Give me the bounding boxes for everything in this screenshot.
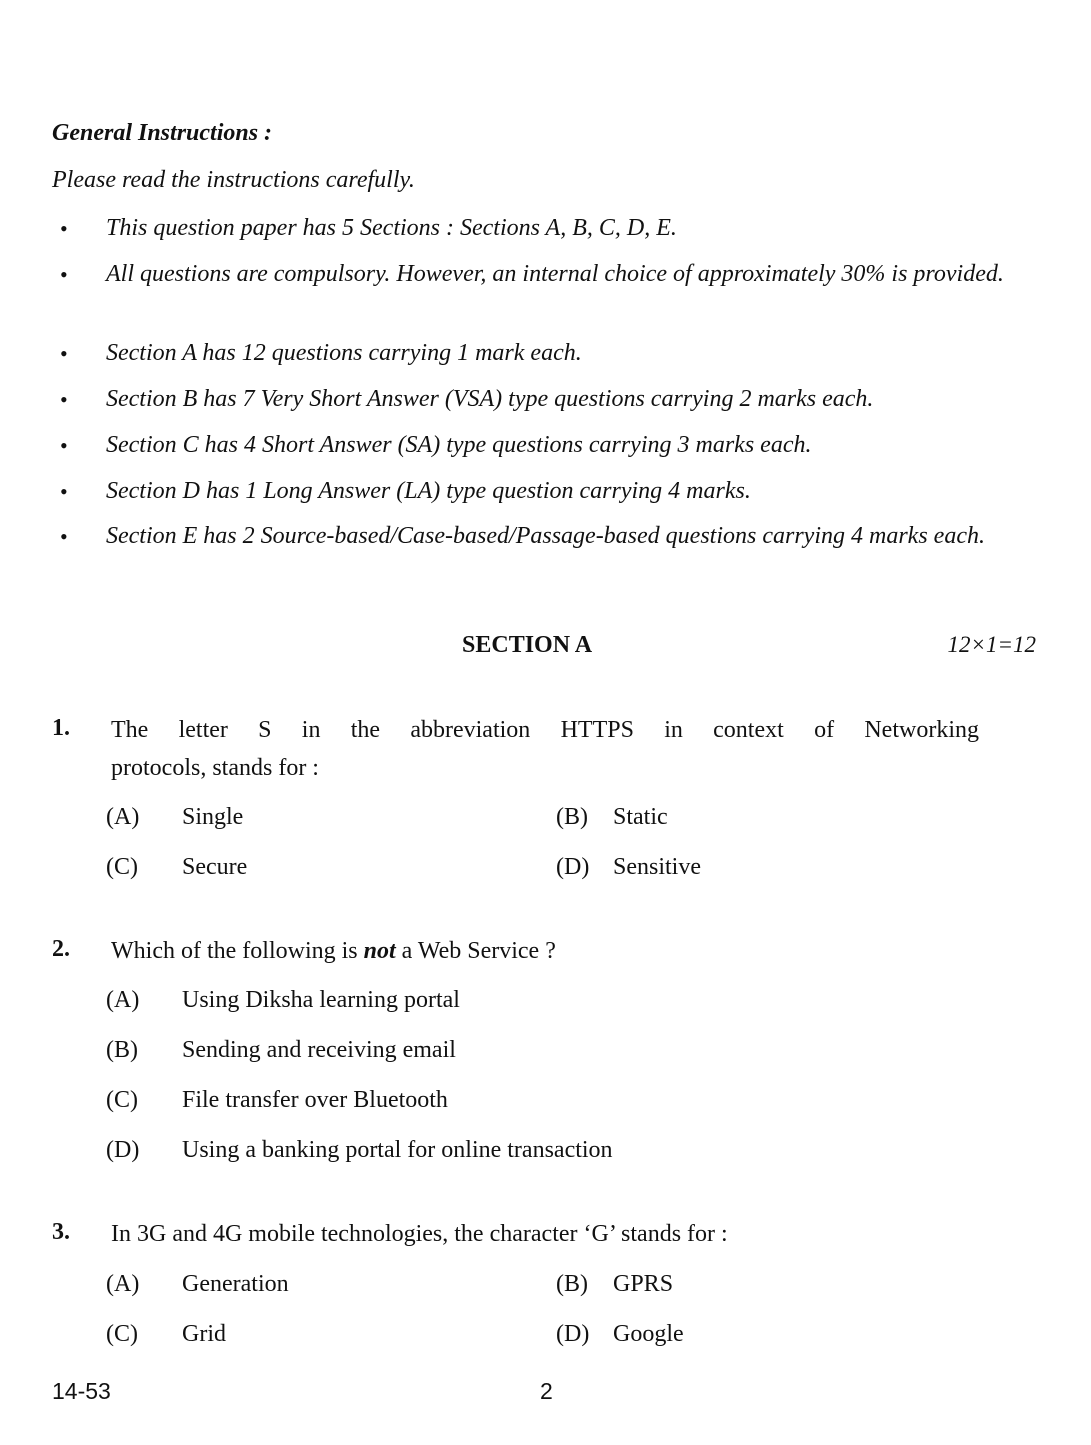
option-label: (D)	[556, 1321, 590, 1347]
question-number: 2.	[52, 936, 70, 962]
option-text: Using Diksha learning portal	[182, 987, 460, 1013]
instruction-item: This question paper has 5 Sections : Sections A, B, C, D, E.	[106, 215, 677, 241]
option-text: Google	[613, 1321, 684, 1347]
instruction-item: Section A has 12 questions carrying 1 mark each.	[106, 340, 582, 366]
option-label: (A)	[106, 1271, 140, 1297]
instructions-lead: Please read the instructions carefully.	[52, 167, 415, 193]
instruction-item: Section E has 2 Source-based/Case-based/Passage-based questions carrying 4 marks each.	[106, 523, 985, 549]
page-number: 2	[540, 1378, 553, 1404]
bullet-icon: •	[60, 524, 68, 549]
option-label: (B)	[556, 1271, 588, 1297]
option-text: GPRS	[613, 1271, 674, 1297]
option-label: (B)	[106, 1037, 138, 1063]
question-number: 1.	[52, 715, 70, 741]
bullet-icon: •	[60, 387, 68, 412]
instruction-item: Section D has 1 Long Answer (LA) type question carrying 4 marks.	[106, 478, 751, 504]
question-text	[111, 711, 979, 787]
option-label: (D)	[106, 1137, 140, 1163]
bullet-icon: •	[60, 433, 68, 458]
option-label: (C)	[106, 1087, 138, 1113]
option-text: Sensitive	[613, 854, 701, 880]
option-label: (A)	[106, 987, 140, 1013]
question-text	[111, 932, 556, 970]
question-text-line: The letter S in the abbreviation HTTPS in context of Networking	[111, 717, 979, 743]
paper-code: 14-53	[52, 1378, 111, 1404]
question-text: In 3G and 4G mobile technologies, the character ‘G’ stands for :	[111, 1221, 728, 1247]
instruction-item: All questions are compulsory. However, an internal choice of approximately 30% is provided.	[106, 261, 1004, 287]
option-label: (C)	[106, 1321, 138, 1347]
option-label: (A)	[106, 804, 140, 830]
instruction-item: Section C has 4 Short Answer (SA) type questions carrying 3 marks each.	[106, 432, 812, 458]
option-text: Using a banking portal for online transaction	[182, 1137, 613, 1163]
option-text: Single	[182, 804, 244, 830]
option-text: Grid	[182, 1321, 226, 1347]
question-emphasis: not	[363, 938, 396, 964]
bullet-icon: •	[60, 479, 68, 504]
option-text: Static	[613, 804, 668, 830]
bullet-icon: •	[60, 341, 68, 366]
question-text-part: a Web Service ?	[395, 938, 556, 964]
question-text-part: Which of the following is	[111, 938, 364, 964]
question-text-line: protocols, stands for :	[111, 755, 319, 781]
option-text: Sending and receiving email	[182, 1037, 456, 1063]
instructions-title: General Instructions :	[52, 120, 273, 146]
option-label: (D)	[556, 854, 590, 880]
option-label: (B)	[556, 804, 588, 830]
bullet-icon: •	[60, 262, 68, 287]
question-number: 3.	[52, 1219, 70, 1245]
option-text: Secure	[182, 854, 248, 880]
option-text: Generation	[182, 1271, 289, 1297]
section-marks: 12×1=12	[947, 632, 1036, 657]
option-label: (C)	[106, 854, 138, 880]
section-title: SECTION A	[462, 632, 593, 658]
instruction-item: Section B has 7 Very Short Answer (VSA) type questions carrying 2 marks each.	[106, 386, 874, 412]
option-text: File transfer over Bluetooth	[182, 1087, 448, 1113]
bullet-icon: •	[60, 216, 68, 241]
